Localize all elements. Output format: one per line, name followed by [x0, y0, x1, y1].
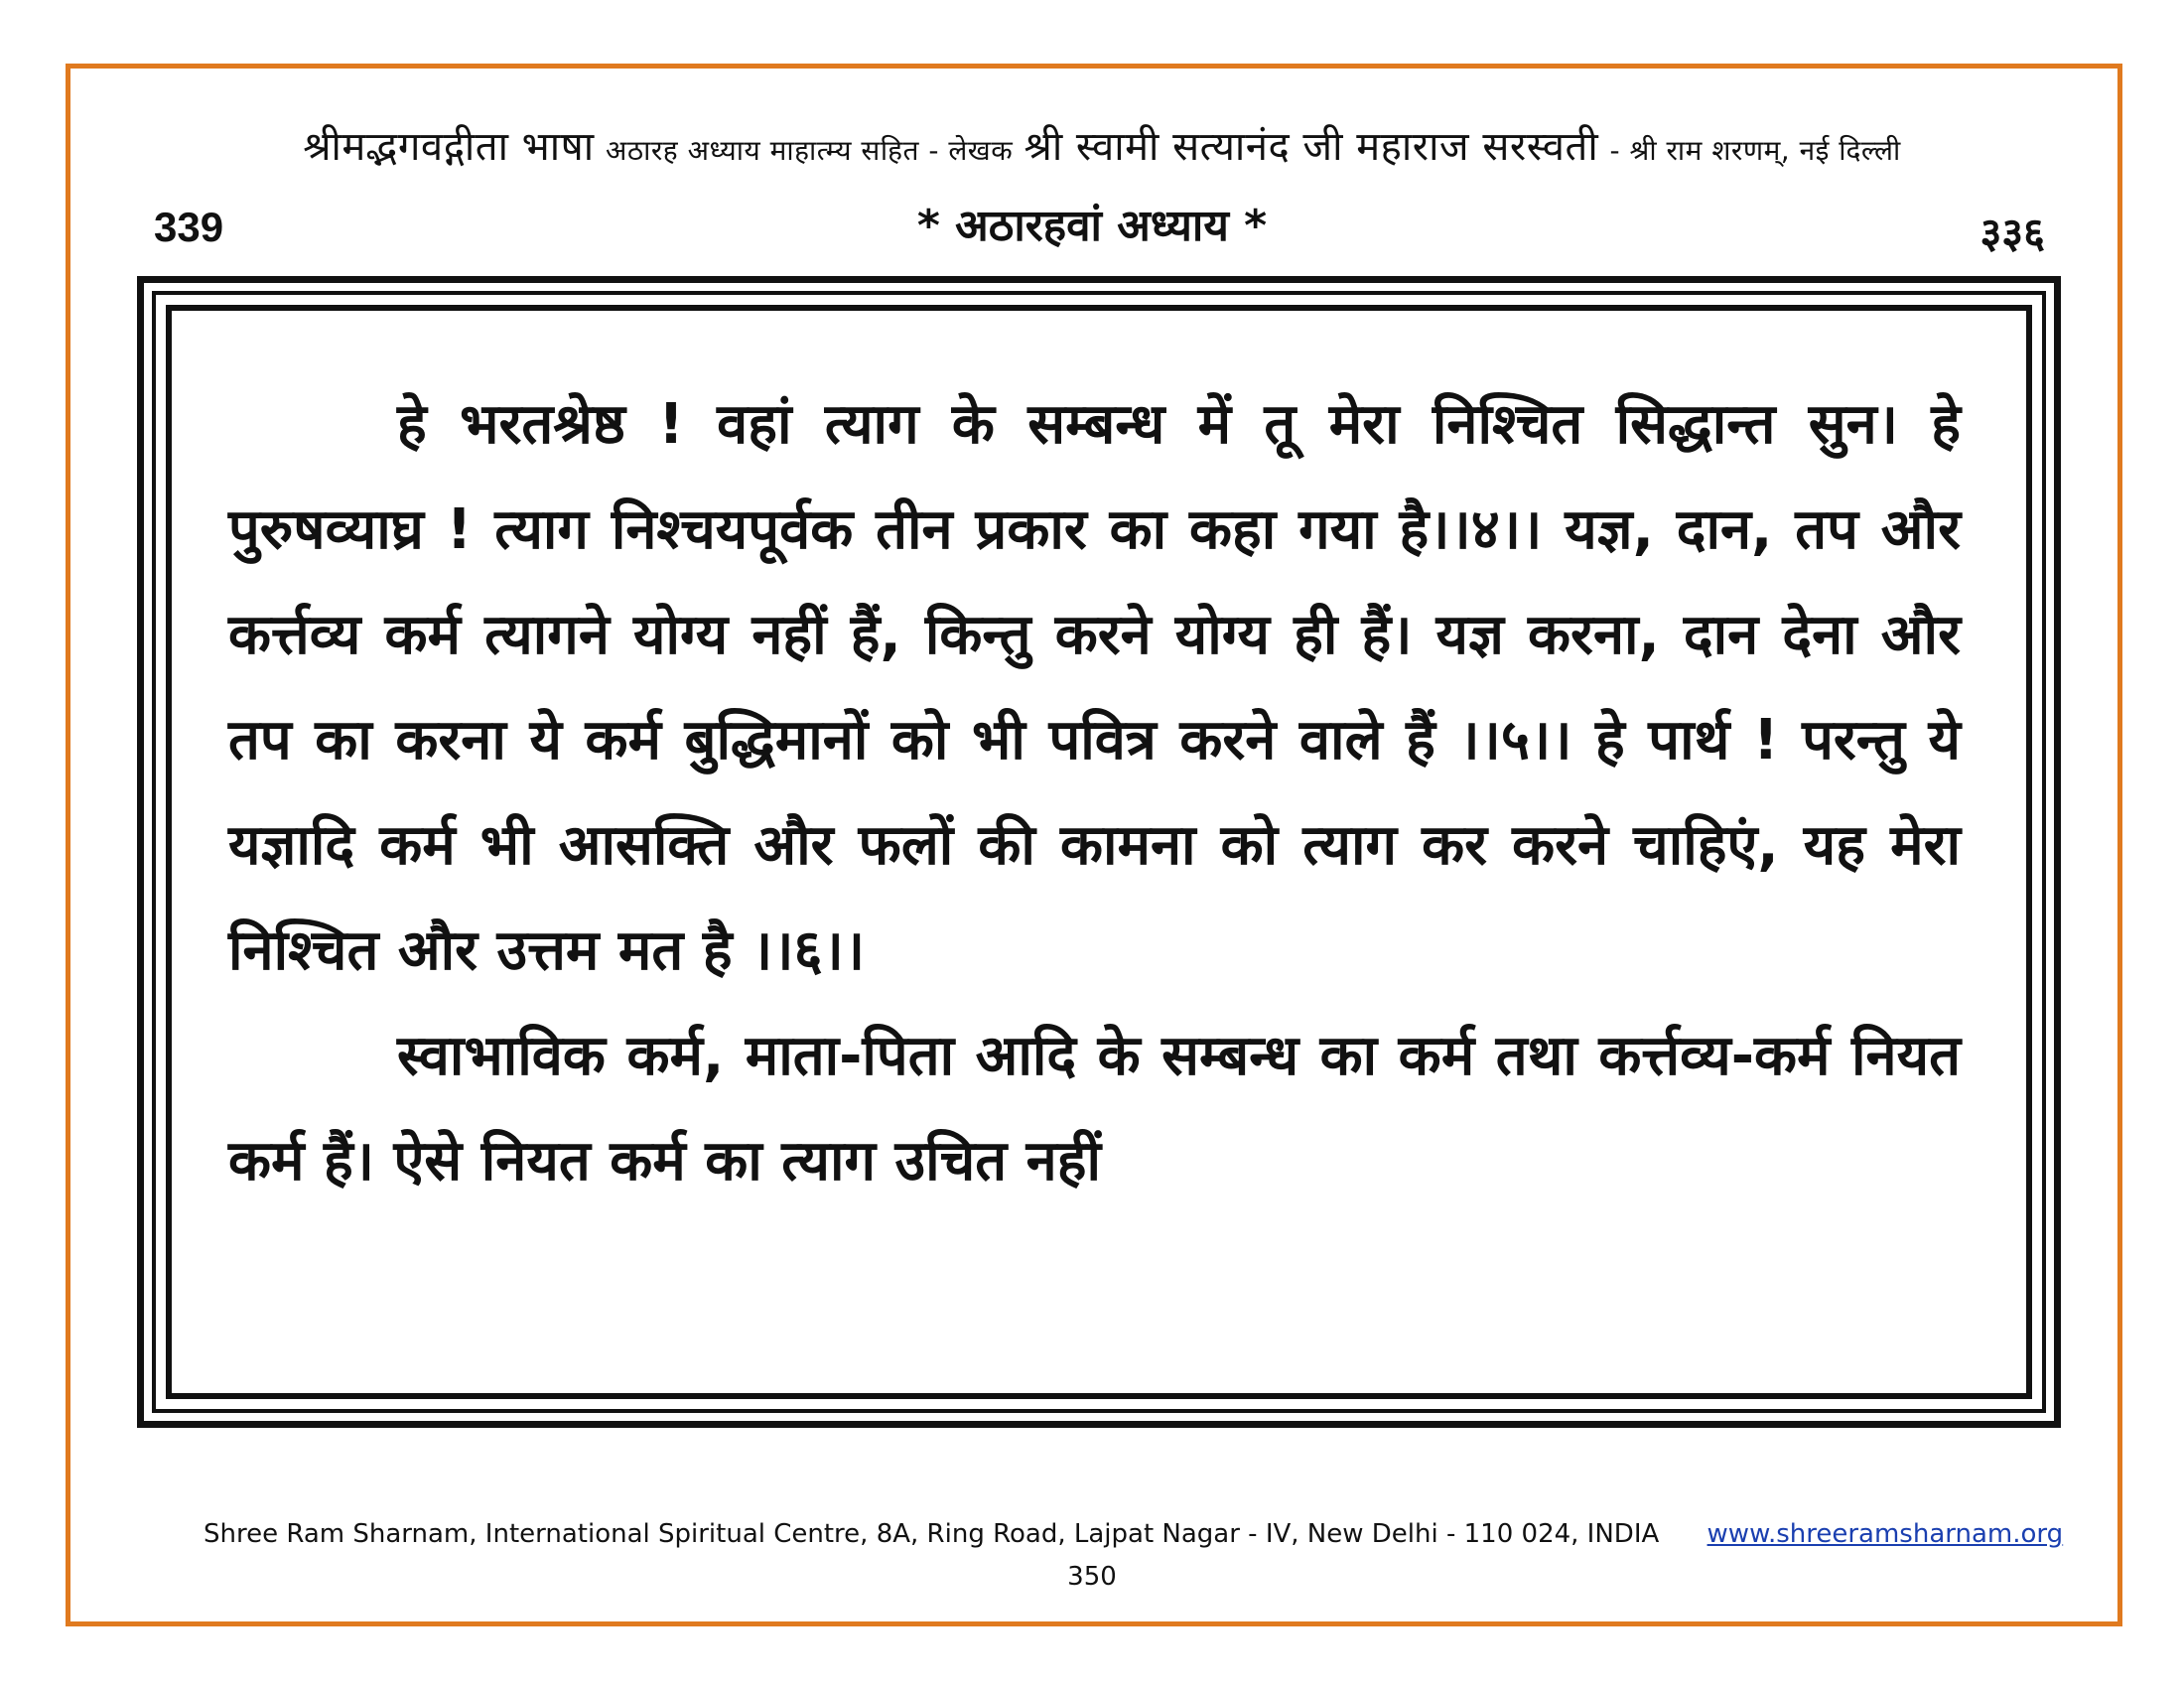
paragraph: हे भरतश्रेष्ठ ! वहां त्याग के सम्बन्ध में तू मेरा निश्चित सिद्धान्त सुन। हे पुरुषव्याघ्र ! त्याग निश्चयपूर्वक तीन प्रकार का कहा गया है।।४।। यज्ञ, दान, तप और कर्त्तव्य कर्म त्यागने योग्य नहीं हैं, किन्तु करने योग्य ही हैं। यज्ञ करना, दान देना और तप का करना ये कर्म बुद्धिमानों को भी पवित्र करने वाले हैं ।।५।। हे पार्थ ! परन्तु ये यज्ञादि कर्म भी आसक्ति और फलों की कामना को त्याग कर करने चाहिएं, यह मेरा निश्चित और उत्तम मत है ।।६।। — [228, 392, 1961, 983]
paragraph: स्वाभाविक कर्म, माता-पिता आदि के सम्बन्ध का कर्म तथा कर्त्तव्य-कर्म नियत कर्म हैं। ऐसे नियत कर्म का त्याग उचित नहीं — [228, 1024, 1961, 1194]
page-number-devanagari: ३३६ — [1979, 209, 2045, 257]
footer-address: Shree Ram Sharnam, International Spiritual Centre, 8A, Ring Road, Lajpat Nagar - IV, New Delhi - 110 024, INDIA — [204, 1519, 1660, 1549]
header-publisher: - श्री राम शरणम्, नई दिल्ली — [1609, 134, 1901, 167]
header-author: श्री स्वामी सत्यानंद जी महाराज सरस्वती — [1024, 124, 1599, 170]
book-title: श्रीमद्भगवद्गीता भाषा — [303, 124, 595, 170]
pdf-page-number: 350 — [1067, 1562, 1117, 1592]
scripture-text — [228, 372, 1961, 1214]
header-subtitle: अठारह अध्याय माहात्म्य सहित - लेखक — [605, 134, 1014, 167]
footer — [204, 1519, 2064, 1549]
website-link[interactable]: www.shreeramsharnam.org — [1706, 1519, 2064, 1549]
running-header — [129, 117, 2075, 172]
page-number-arabic: 339 — [154, 204, 224, 250]
chapter-title: * अठारहवां अध्याय * — [916, 201, 1268, 251]
